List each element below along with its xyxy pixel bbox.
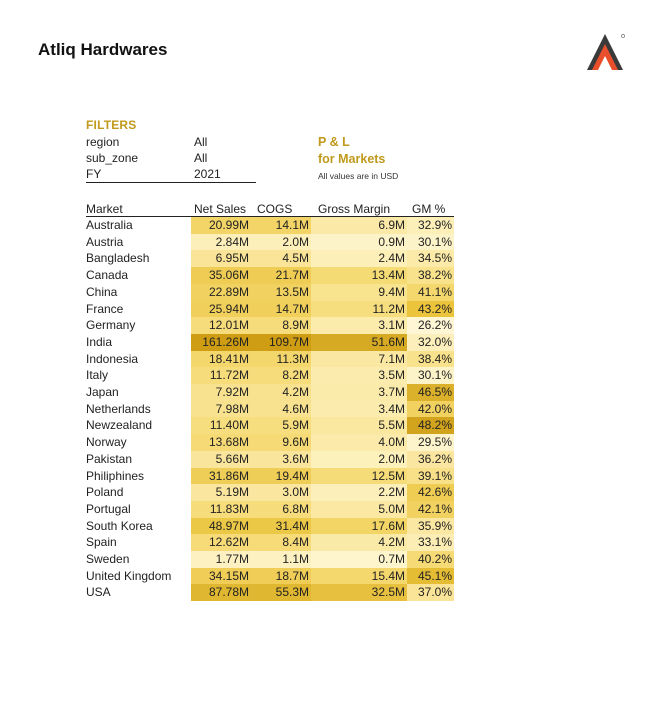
filters-heading: FILTERS [86,118,137,132]
market-cell: Newzealand [86,418,153,433]
market-cell: Indonesia [86,351,139,366]
market-cell: India [86,334,113,349]
market-cell: Austria [86,234,124,249]
net-sales-cell: 18.41M [191,351,251,368]
filter-row [86,150,256,166]
gross-margin-cell: 12.5M [311,468,407,485]
col-header-net-sales: Net Sales [194,202,247,216]
gross-margin-cell: 32.5M [311,584,407,601]
net-sales-cell: 48.97M [191,518,251,535]
net-sales-cell: 7.92M [191,384,251,401]
cogs-cell: 5.9M [251,417,311,434]
gross-margin-cell: 0.9M [311,234,407,251]
filter-value[interactable]: All [194,151,208,165]
gross-margin-cell: 9.4M [311,284,407,301]
market-cell: Italy [86,368,109,383]
market-cell: United Kingdom [86,568,172,583]
pl-title-line2: for Markets [318,152,386,166]
gm-pct-cell: 32.9% [407,217,454,234]
market-cell: South Korea [86,518,153,533]
filter-value[interactable]: 2021 [194,167,221,181]
table-row [86,250,454,267]
net-sales-cell: 7.98M [191,401,251,418]
col-header-gross-margin: Gross Margin [318,202,391,216]
col-header-gm-pct: GM % [412,202,446,216]
market-cell: Sweden [86,552,130,567]
gm-pct-cell: 38.2% [407,267,454,284]
gross-margin-cell: 4.2M [311,534,407,551]
filter-key: sub_zone [86,151,139,165]
gm-pct-cell: 36.2% [407,451,454,468]
net-sales-cell: 12.62M [191,534,251,551]
market-cell: Philiphines [86,468,145,483]
cogs-cell: 8.4M [251,534,311,551]
table-row [86,284,454,301]
table-row [86,267,454,284]
gm-pct-cell: 42.6% [407,484,454,501]
cogs-cell: 31.4M [251,518,311,535]
gm-pct-cell: 30.1% [407,234,454,251]
gm-pct-cell: 46.5% [407,384,454,401]
gross-margin-cell: 2.2M [311,484,407,501]
table-row [86,317,454,334]
table-row [86,234,454,251]
gross-margin-cell: 5.5M [311,417,407,434]
table-row [86,334,454,351]
gross-margin-cell: 0.7M [311,551,407,568]
market-cell: USA [86,585,111,600]
cogs-cell: 4.2M [251,384,311,401]
cogs-cell: 14.1M [251,217,311,234]
pl-title-line1: P & L [318,135,350,149]
cogs-cell: 19.4M [251,468,311,485]
table-row [86,434,454,451]
table-row [86,584,454,601]
filter-key: FY [86,167,102,181]
col-header-market: Market [86,202,123,216]
gm-pct-cell: 43.2% [407,301,454,318]
gross-margin-cell: 11.2M [311,301,407,318]
table-row [86,501,454,518]
table-row [86,367,454,384]
gm-pct-cell: 40.2% [407,551,454,568]
market-cell: Germany [86,318,136,333]
market-cell: Pakistan [86,451,133,466]
net-sales-cell: 34.15M [191,568,251,585]
cogs-cell: 3.0M [251,484,311,501]
table-row [86,451,454,468]
gm-pct-cell: 42.1% [407,501,454,518]
cogs-cell: 13.5M [251,284,311,301]
table-row [86,518,454,535]
cogs-cell: 8.9M [251,317,311,334]
gross-margin-cell: 4.0M [311,434,407,451]
table-row [86,417,454,434]
table-row [86,217,454,234]
net-sales-cell: 11.40M [191,417,251,434]
market-cell: Netherlands [86,401,151,416]
net-sales-cell: 11.72M [191,367,251,384]
gross-margin-cell: 3.7M [311,384,407,401]
gross-margin-cell: 3.1M [311,317,407,334]
gm-pct-cell: 29.5% [407,434,454,451]
market-cell: Portugal [86,501,131,516]
cogs-cell: 1.1M [251,551,311,568]
market-cell: Norway [86,435,127,450]
net-sales-cell: 5.66M [191,451,251,468]
net-sales-cell: 35.06M [191,267,251,284]
filter-value[interactable]: All [194,135,208,149]
net-sales-cell: 161.26M [191,334,251,351]
filters-divider [86,182,256,183]
cogs-cell: 55.3M [251,584,311,601]
table-row [86,384,454,401]
gross-margin-cell: 51.6M [311,334,407,351]
net-sales-cell: 25.94M [191,301,251,318]
gm-pct-cell: 33.1% [407,534,454,551]
atliq-logo-icon [584,32,626,72]
pl-title [318,134,385,168]
cogs-cell: 4.5M [251,250,311,267]
net-sales-cell: 5.19M [191,484,251,501]
gross-margin-cell: 6.9M [311,217,407,234]
table-row [86,551,454,568]
table-row [86,468,454,485]
market-cell: China [86,284,118,299]
gm-pct-cell: 38.4% [407,351,454,368]
filter-row [86,166,256,182]
net-sales-cell: 6.95M [191,250,251,267]
net-sales-cell: 12.01M [191,317,251,334]
net-sales-cell: 87.78M [191,584,251,601]
market-cell: Japan [86,385,119,400]
gm-pct-cell: 30.1% [407,367,454,384]
market-cell: Spain [86,535,117,550]
cogs-cell: 21.7M [251,267,311,284]
pl-note: All values are in USD [318,171,399,181]
gm-pct-cell: 41.1% [407,284,454,301]
net-sales-cell: 31.86M [191,468,251,485]
filter-key: region [86,135,120,149]
gm-pct-cell: 48.2% [407,417,454,434]
cogs-cell: 109.7M [251,334,311,351]
cogs-cell: 11.3M [251,351,311,368]
market-cell: France [86,301,124,316]
table-row [86,301,454,318]
net-sales-cell: 11.83M [191,501,251,518]
gm-pct-cell: 32.0% [407,334,454,351]
net-sales-cell: 22.89M [191,284,251,301]
market-cell: Australia [86,218,133,232]
col-header-cogs: COGS [257,202,293,216]
gm-pct-cell: 42.0% [407,401,454,418]
net-sales-cell: 20.99M [191,217,251,234]
net-sales-cell: 2.84M [191,234,251,251]
gross-margin-cell: 2.4M [311,250,407,267]
gm-pct-cell: 34.5% [407,250,454,267]
market-cell: Canada [86,268,129,283]
table-row [86,484,454,501]
cogs-cell: 9.6M [251,434,311,451]
gross-margin-cell: 3.5M [311,367,407,384]
gm-pct-cell: 39.1% [407,468,454,485]
cogs-cell: 6.8M [251,501,311,518]
cogs-cell: 2.0M [251,234,311,251]
gross-margin-cell: 5.0M [311,501,407,518]
gross-margin-cell: 13.4M [311,267,407,284]
gross-margin-cell: 2.0M [311,451,407,468]
table-row [86,534,454,551]
cogs-cell: 4.6M [251,401,311,418]
gross-margin-cell: 17.6M [311,518,407,535]
market-cell: Bangladesh [86,251,150,266]
table-row [86,401,454,418]
cogs-cell: 18.7M [251,568,311,585]
table-row [86,568,454,585]
gross-margin-cell: 15.4M [311,568,407,585]
cogs-cell: 3.6M [251,451,311,468]
gm-pct-cell: 26.2% [407,317,454,334]
cogs-cell: 8.2M [251,367,311,384]
pl-table [86,217,454,601]
cogs-cell: 14.7M [251,301,311,318]
report-title: Atliq Hardwares [38,40,168,59]
filter-row [86,134,256,150]
gm-pct-cell: 35.9% [407,518,454,535]
net-sales-cell: 1.77M [191,551,251,568]
table-row [86,351,454,368]
gross-margin-cell: 3.4M [311,401,407,418]
gm-pct-cell: 45.1% [407,568,454,585]
market-cell: Poland [86,485,124,500]
gross-margin-cell: 7.1M [311,351,407,368]
gm-pct-cell: 37.0% [407,584,454,601]
net-sales-cell: 13.68M [191,434,251,451]
